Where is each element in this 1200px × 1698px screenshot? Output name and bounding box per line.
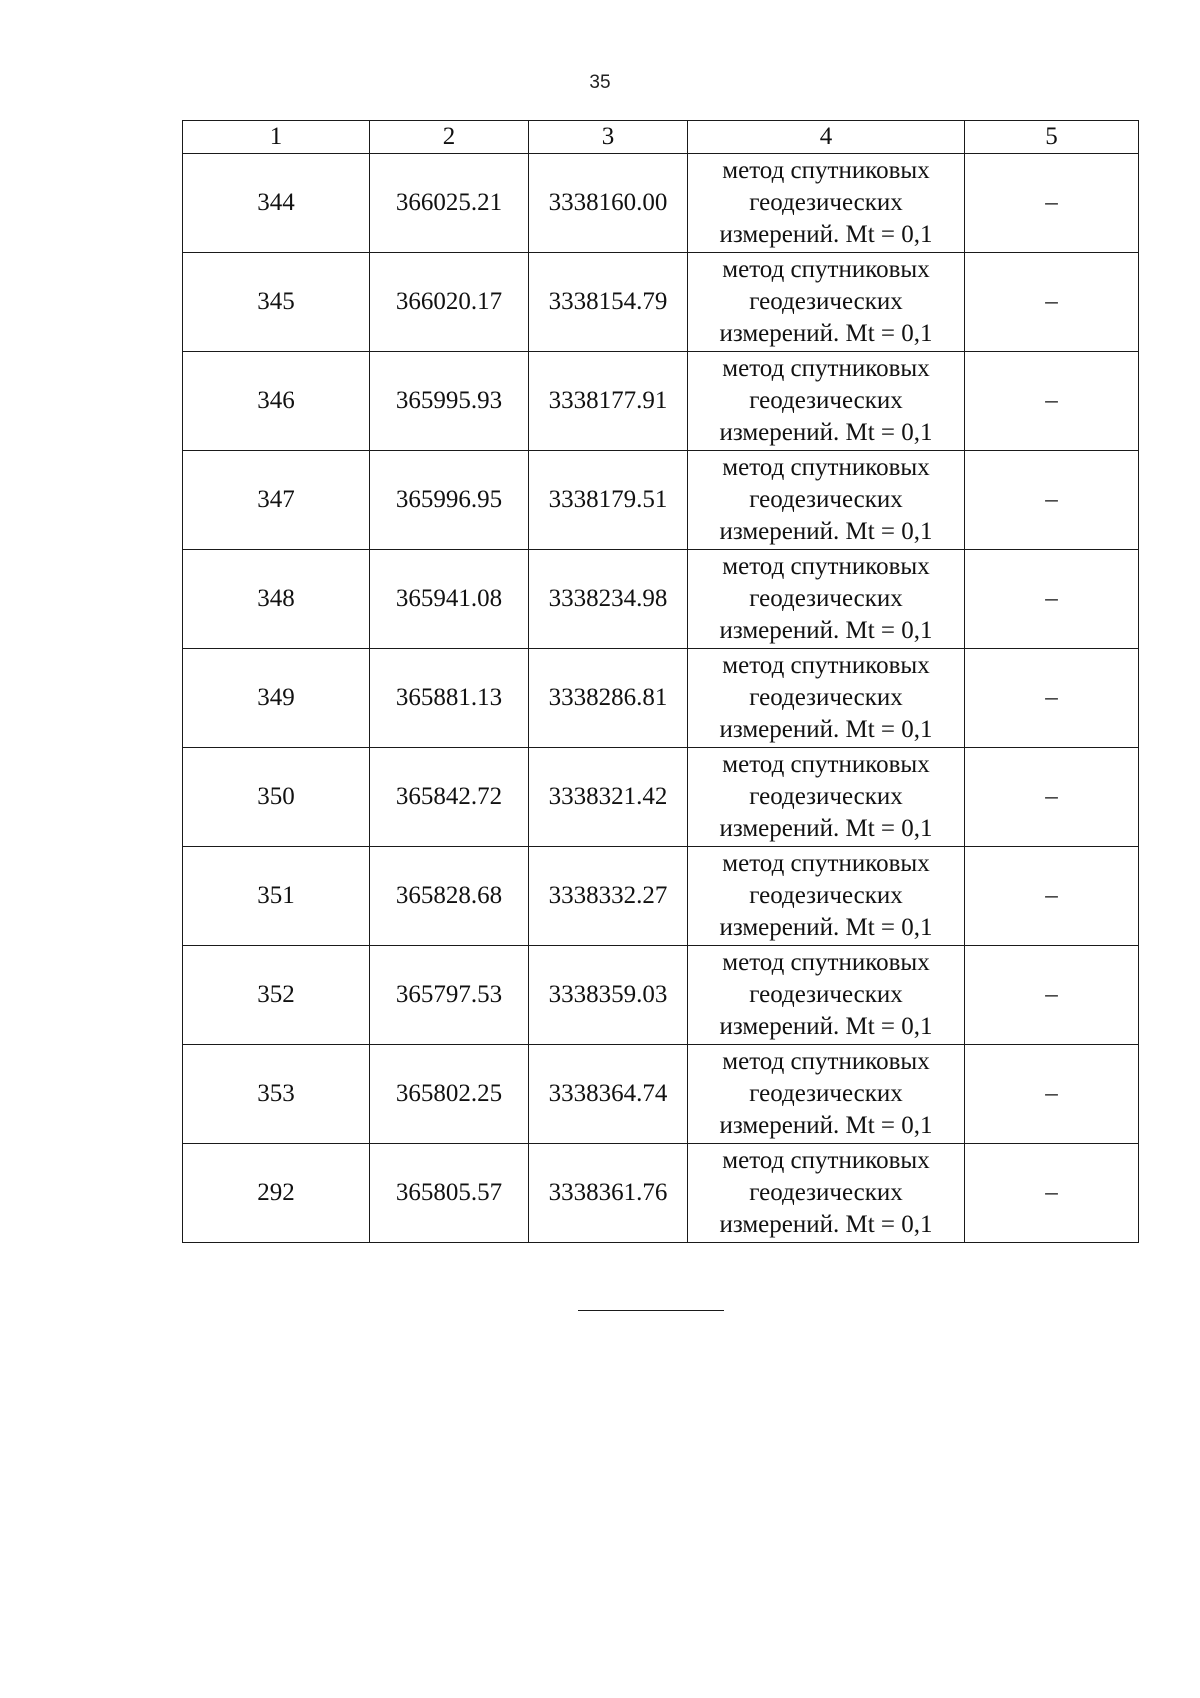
table-row <box>183 550 1139 649</box>
x-coordinate-cell: 365941.08 <box>370 550 529 649</box>
point-number-cell: 345 <box>183 253 370 352</box>
note-cell: – <box>965 946 1139 1045</box>
point-number-cell: 344 <box>183 154 370 253</box>
y-coordinate-cell: 3338321.42 <box>529 748 688 847</box>
point-number-cell: 351 <box>183 847 370 946</box>
method-line: измерений. Mt = 0,1 <box>719 419 933 446</box>
method-cell <box>688 352 965 451</box>
method-line: геодезических <box>749 684 903 711</box>
method-line: метод спутниковых <box>722 454 930 481</box>
y-coordinate-cell: 3338361.76 <box>529 1144 688 1243</box>
method-line: измерений. Mt = 0,1 <box>719 914 933 941</box>
table-row <box>183 946 1139 1045</box>
method-line: измерений. Mt = 0,1 <box>719 617 933 644</box>
method-line: геодезических <box>749 981 903 1008</box>
method-line: метод спутниковых <box>722 157 930 184</box>
point-number-cell: 347 <box>183 451 370 550</box>
method-cell <box>688 748 965 847</box>
method-line: метод спутниковых <box>722 652 930 679</box>
point-number-cell: 346 <box>183 352 370 451</box>
table-row <box>183 649 1139 748</box>
method-line: измерений. Mt = 0,1 <box>719 815 933 842</box>
note-cell: – <box>965 1045 1139 1144</box>
method-cell <box>688 550 965 649</box>
method-line: геодезических <box>749 882 903 909</box>
x-coordinate-cell: 365797.53 <box>370 946 529 1045</box>
method-line: геодезических <box>749 783 903 810</box>
header-cell-2: 2 <box>370 121 529 154</box>
method-cell <box>688 451 965 550</box>
header-cell-5: 5 <box>965 121 1139 154</box>
method-line: геодезических <box>749 1179 903 1206</box>
table-row <box>183 1045 1139 1144</box>
header-row <box>183 121 1139 154</box>
method-cell <box>688 946 965 1045</box>
note-cell: – <box>965 847 1139 946</box>
x-coordinate-cell: 365802.25 <box>370 1045 529 1144</box>
method-line: метод спутниковых <box>722 751 930 778</box>
method-line: геодезических <box>749 189 903 216</box>
method-line: измерений. Mt = 0,1 <box>719 320 933 347</box>
x-coordinate-cell: 366020.17 <box>370 253 529 352</box>
method-line: геодезических <box>749 486 903 513</box>
method-line: геодезических <box>749 387 903 414</box>
table-row <box>183 352 1139 451</box>
table-row <box>183 1144 1139 1243</box>
method-line: метод спутниковых <box>722 949 930 976</box>
footer-rule <box>578 1310 724 1311</box>
method-line: геодезических <box>749 585 903 612</box>
point-number-cell: 350 <box>183 748 370 847</box>
note-cell: – <box>965 253 1139 352</box>
method-line: метод спутниковых <box>722 553 930 580</box>
note-cell: – <box>965 550 1139 649</box>
method-line: метод спутниковых <box>722 1048 930 1075</box>
note-cell: – <box>965 1144 1139 1243</box>
y-coordinate-cell: 3338359.03 <box>529 946 688 1045</box>
x-coordinate-cell: 365881.13 <box>370 649 529 748</box>
method-cell <box>688 253 965 352</box>
point-number-cell: 352 <box>183 946 370 1045</box>
x-coordinate-cell: 365842.72 <box>370 748 529 847</box>
header-cell-4: 4 <box>688 121 965 154</box>
x-coordinate-cell: 365995.93 <box>370 352 529 451</box>
note-cell: – <box>965 451 1139 550</box>
table-row <box>183 748 1139 847</box>
method-line: метод спутниковых <box>722 256 930 283</box>
page-number: 35 <box>589 72 611 93</box>
point-number-cell: 348 <box>183 550 370 649</box>
table-header <box>183 121 1139 154</box>
method-line: измерений. Mt = 0,1 <box>719 221 933 248</box>
y-coordinate-cell: 3338364.74 <box>529 1045 688 1144</box>
x-coordinate-cell: 365805.57 <box>370 1144 529 1243</box>
point-number-cell: 353 <box>183 1045 370 1144</box>
method-line: измерений. Mt = 0,1 <box>719 1112 933 1139</box>
y-coordinate-cell: 3338332.27 <box>529 847 688 946</box>
method-line: измерений. Mt = 0,1 <box>719 716 933 743</box>
method-cell <box>688 1144 965 1243</box>
note-cell: – <box>965 154 1139 253</box>
y-coordinate-cell: 3338286.81 <box>529 649 688 748</box>
method-cell <box>688 154 965 253</box>
table-row <box>183 847 1139 946</box>
table-row <box>183 253 1139 352</box>
x-coordinate-cell: 366025.21 <box>370 154 529 253</box>
table-body <box>183 154 1139 1243</box>
y-coordinate-cell: 3338177.91 <box>529 352 688 451</box>
method-cell <box>688 649 965 748</box>
method-line: измерений. Mt = 0,1 <box>719 1013 933 1040</box>
method-line: геодезических <box>749 1080 903 1107</box>
method-cell <box>688 847 965 946</box>
method-cell <box>688 1045 965 1144</box>
point-number-cell: 349 <box>183 649 370 748</box>
note-cell: – <box>965 649 1139 748</box>
y-coordinate-cell: 3338160.00 <box>529 154 688 253</box>
table-row <box>183 451 1139 550</box>
method-line: измерений. Mt = 0,1 <box>719 518 933 545</box>
method-line: метод спутниковых <box>722 1147 930 1174</box>
y-coordinate-cell: 3338179.51 <box>529 451 688 550</box>
point-number-cell: 292 <box>183 1144 370 1243</box>
table-row <box>183 154 1139 253</box>
x-coordinate-cell: 365828.68 <box>370 847 529 946</box>
note-cell: – <box>965 352 1139 451</box>
method-line: геодезических <box>749 288 903 315</box>
method-line: метод спутниковых <box>722 850 930 877</box>
header-cell-3: 3 <box>529 121 688 154</box>
method-line: метод спутниковых <box>722 355 930 382</box>
y-coordinate-cell: 3338154.79 <box>529 253 688 352</box>
header-cell-1: 1 <box>183 121 370 154</box>
x-coordinate-cell: 365996.95 <box>370 451 529 550</box>
y-coordinate-cell: 3338234.98 <box>529 550 688 649</box>
method-line: измерений. Mt = 0,1 <box>719 1211 933 1238</box>
coordinates-table <box>182 120 1139 1243</box>
note-cell: – <box>965 748 1139 847</box>
